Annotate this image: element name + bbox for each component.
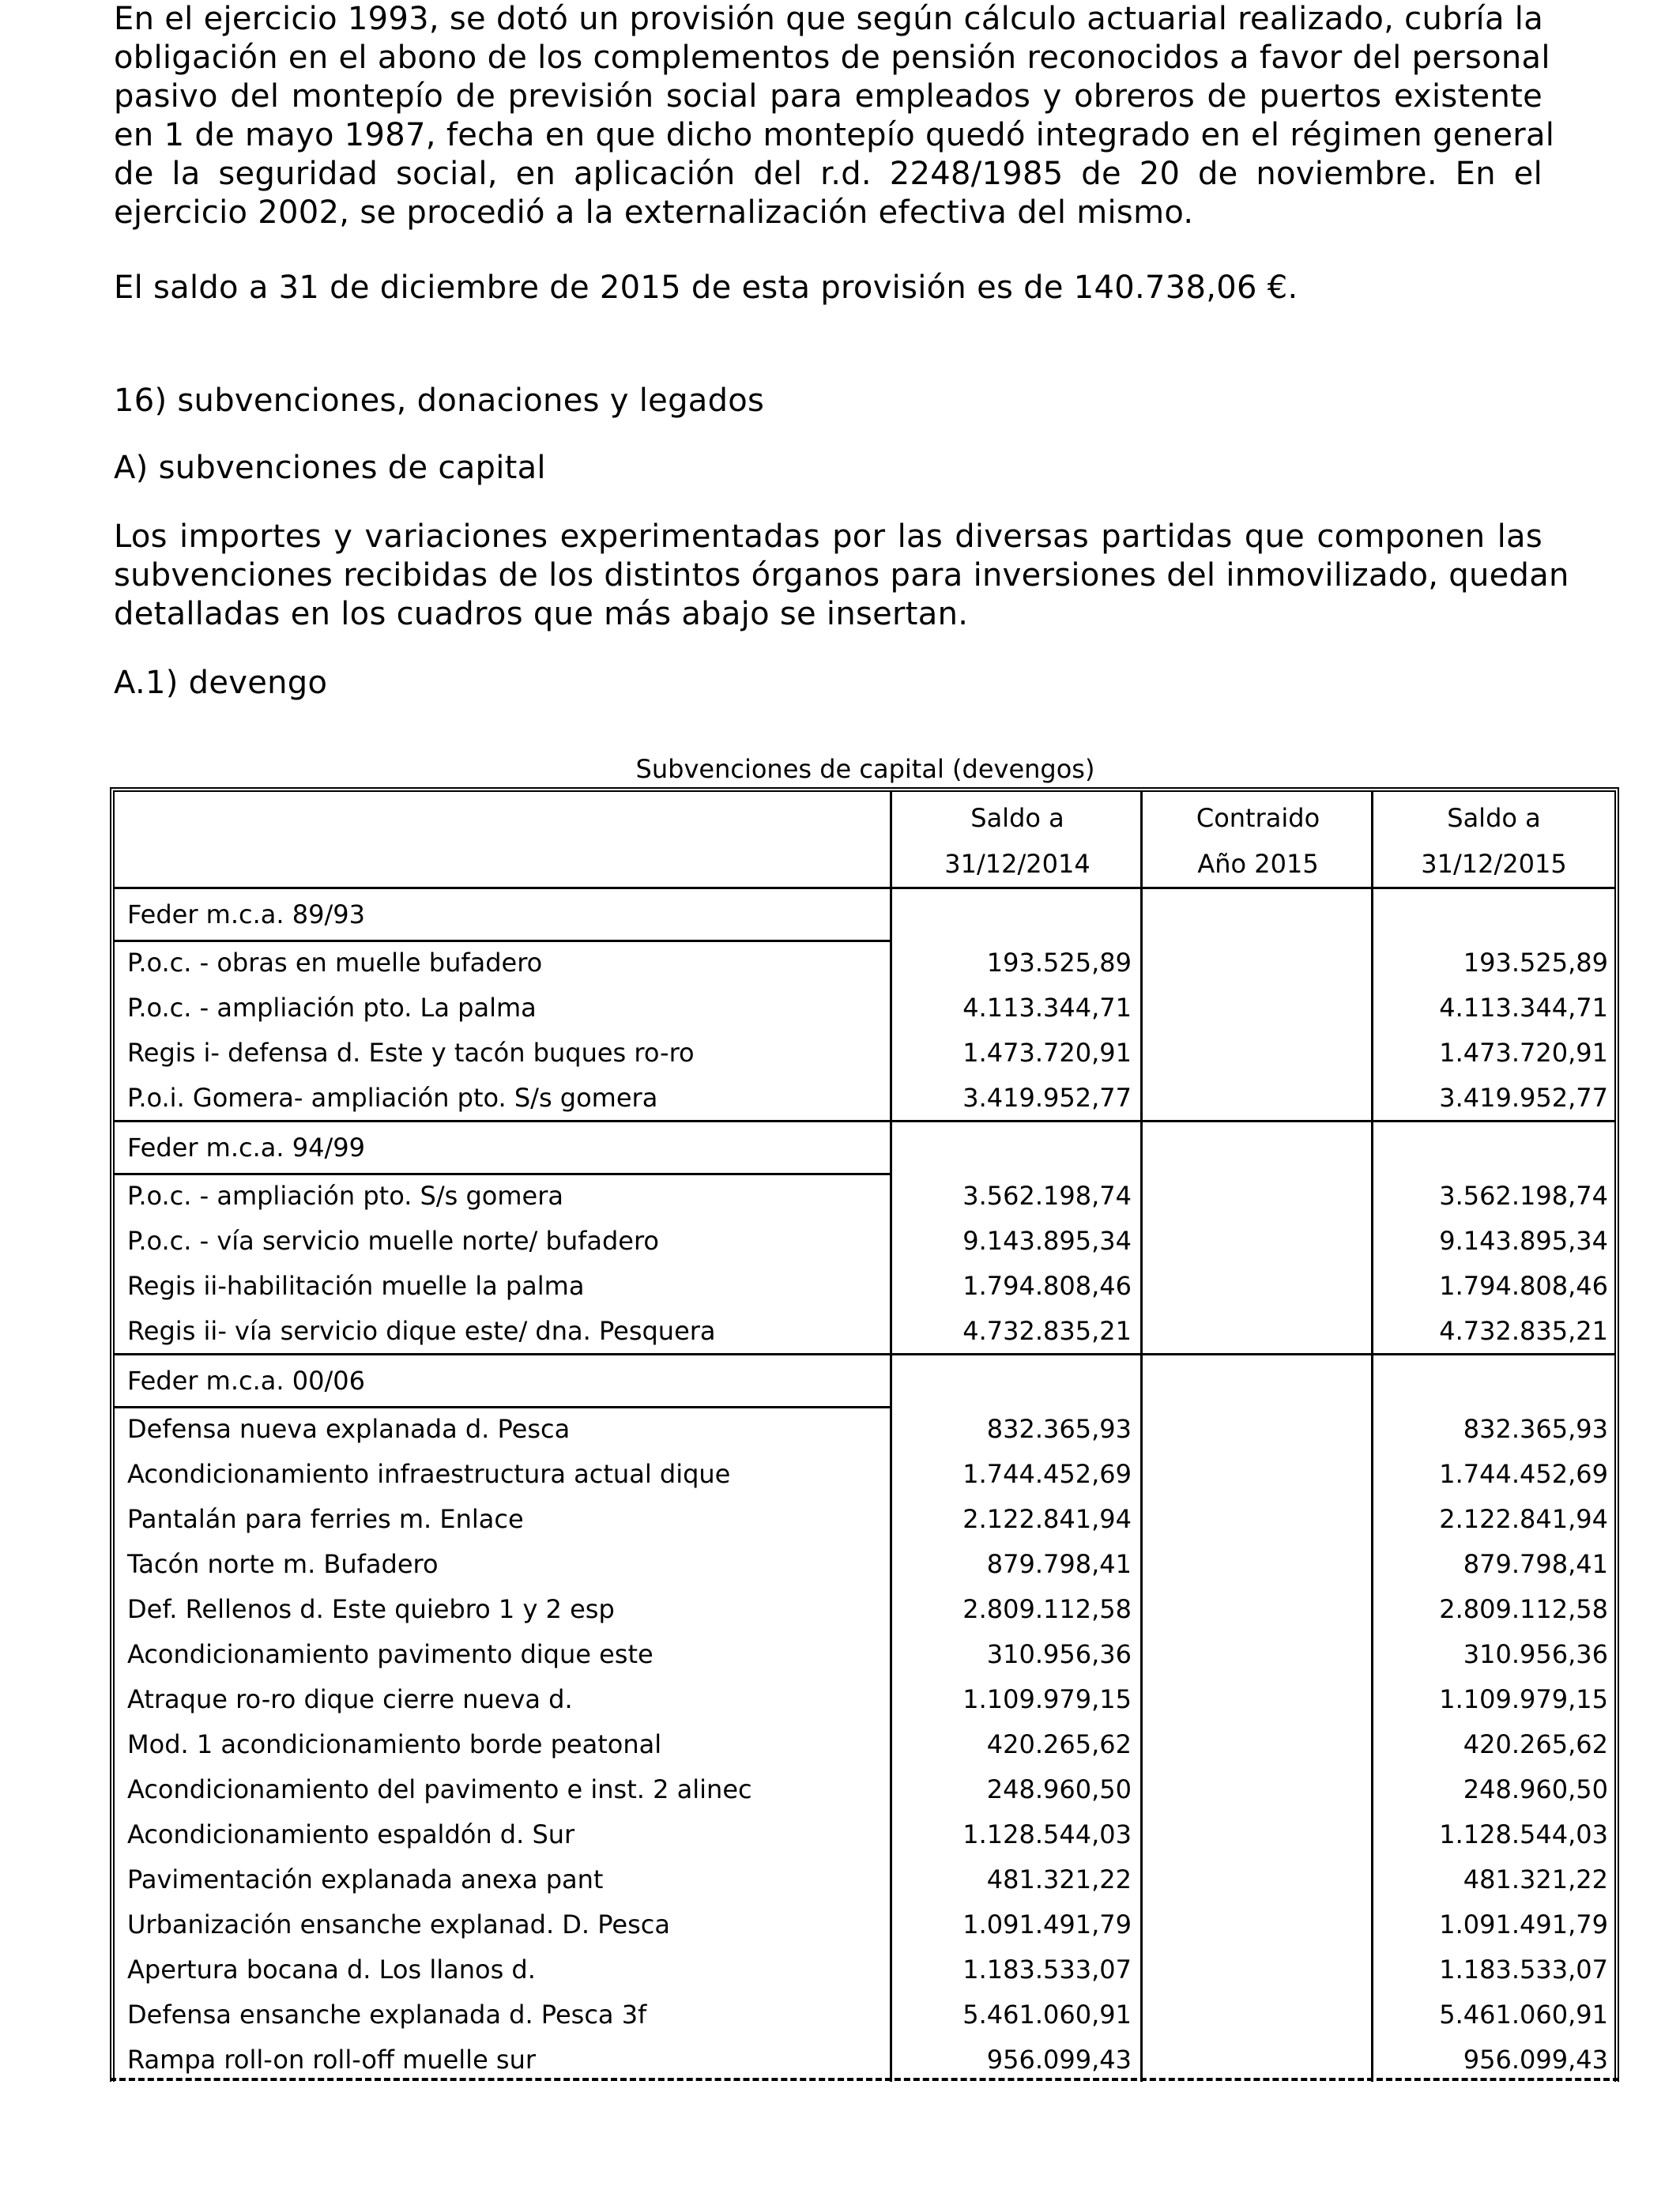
saldo-2015-cell: 193.525,89 <box>1463 947 1608 978</box>
row-label: Rampa roll-on roll-off muelle sur <box>127 2044 537 2075</box>
table-row <box>115 1902 1614 1947</box>
saldo-2014-cell: 2.122.841,94 <box>962 1503 1132 1534</box>
column-divider <box>890 1496 892 1541</box>
intro-line: obligación en el abono de los complementos de pensión reconocidos a favor del personal <box>114 40 1550 76</box>
column-divider <box>1140 1902 1143 1947</box>
column-divider <box>1371 1406 1373 1451</box>
saldo-2014-cell: 1.744.452,69 <box>962 1458 1132 1489</box>
column-divider <box>890 1406 892 1451</box>
column-divider <box>1140 1355 1143 1406</box>
column-divider <box>1371 985 1373 1030</box>
group-header-row <box>115 1122 1614 1173</box>
saldo-statement <box>114 269 1543 307</box>
column-divider <box>1140 1030 1143 1075</box>
column-divider <box>1140 1586 1143 1631</box>
row-label: Apertura bocana d. Los llanos d. <box>127 1954 536 1985</box>
saldo-2015-cell: 1.109.979,15 <box>1439 1683 1608 1714</box>
saldo-2014-cell: 3.562.198,74 <box>962 1180 1132 1211</box>
column-divider <box>1371 1308 1373 1353</box>
subsubsection-title: A.1) devengo <box>114 665 328 701</box>
column-divider <box>1140 1721 1143 1766</box>
saldo-2014-cell: 248.960,50 <box>986 1774 1132 1804</box>
column-divider <box>1371 1496 1373 1541</box>
saldo-2014-cell: 2.809.112,58 <box>962 1593 1132 1624</box>
column-divider <box>1371 2037 1373 2082</box>
row-label: Regis i- defensa d. Este y tacón buques ro-ro <box>127 1037 695 1068</box>
column-divider <box>890 1857 892 1902</box>
table-header-row <box>115 792 1614 889</box>
row-label: P.o.c. - ampliación pto. S/s gomera <box>127 1180 563 1211</box>
row-label: Defensa ensanche explanada d. Pesca 3f <box>127 1999 647 2030</box>
row-label: Defensa nueva explanada d. Pesca <box>127 1413 571 1444</box>
intro-line: en 1 de mayo 1987, fecha en que dicho montepío quedó integrado en el régimen general <box>114 117 1555 153</box>
column-divider <box>890 1218 892 1263</box>
saldo-2014-cell: 4.113.344,71 <box>962 992 1132 1023</box>
column-divider <box>890 1541 892 1586</box>
column-divider <box>890 2037 892 2082</box>
column-divider <box>1140 792 1143 887</box>
intro-line: En el ejercicio 1993, se dotó un provisión que según cálculo actuarial realizado, cubría la <box>114 1 1544 37</box>
saldo-text: El saldo a 31 de diciembre de 2015 de esta provisión es de 140.738,06 €. <box>114 270 1298 306</box>
column-divider <box>890 1355 892 1406</box>
row-label: P.o.c. - obras en muelle bufadero <box>127 947 543 978</box>
column-divider <box>1371 1857 1373 1902</box>
table-row <box>115 1811 1614 1857</box>
saldo-2015-cell: 5.461.060,91 <box>1439 1999 1608 2030</box>
body-line: detalladas en los cuadros que más abajo se insertan. <box>114 596 969 632</box>
column-divider <box>1140 1766 1143 1811</box>
saldo-2015-cell: 248.960,50 <box>1463 1774 1608 1804</box>
column-divider <box>1140 1075 1143 1120</box>
column-divider <box>1371 1122 1373 1173</box>
table-caption: Subvenciones de capital (devengos) <box>635 754 1095 784</box>
table-bottom-border <box>110 2078 1619 2081</box>
column-divider <box>1140 1308 1143 1353</box>
intro-paragraph <box>114 0 1555 232</box>
body-line: subvenciones recibidas de los distintos órganos para inversiones del inmovilizado, quedan <box>114 557 1569 594</box>
saldo-2014-cell: 956.099,43 <box>986 2044 1132 2075</box>
table-row <box>115 1857 1614 1902</box>
table-row <box>115 1308 1614 1355</box>
row-label: Acondicionamiento del pavimento e inst. 2 alinec <box>127 1774 752 1804</box>
saldo-2014-cell: 1.091.491,79 <box>962 1909 1132 1940</box>
table-row <box>115 985 1614 1030</box>
column-divider <box>1140 2037 1143 2082</box>
row-label: Acondicionamiento pavimento dique este <box>127 1638 654 1669</box>
column-divider <box>1371 1451 1373 1496</box>
header-label: Año 2015 <box>1197 849 1319 879</box>
table-row <box>115 1541 1614 1586</box>
saldo-2015-cell: 2.122.841,94 <box>1439 1503 1608 1534</box>
saldo-2015-cell: 4.732.835,21 <box>1439 1315 1608 1346</box>
table-row <box>115 1451 1614 1496</box>
table-row <box>115 1030 1614 1075</box>
column-divider <box>1140 1947 1143 1992</box>
saldo-2015-cell: 1.128.544,03 <box>1439 1819 1608 1849</box>
row-label: Regis ii- vía servicio dique este/ dna. Pesquera <box>127 1315 716 1346</box>
table-row <box>115 1631 1614 1676</box>
column-divider <box>1140 1496 1143 1541</box>
saldo-2015-cell: 481.321,22 <box>1463 1864 1608 1894</box>
row-label: Pavimentación explanada anexa pant <box>127 1864 604 1894</box>
column-divider <box>1371 1992 1373 2037</box>
column-divider <box>1371 1075 1373 1120</box>
header-saldo-2014 <box>892 792 1143 887</box>
row-label: Acondicionamiento infraestructura actual dique <box>127 1458 731 1489</box>
column-divider <box>890 792 892 887</box>
saldo-2014-cell: 310.956,36 <box>986 1638 1132 1669</box>
column-divider <box>1371 792 1373 887</box>
column-divider <box>1140 1541 1143 1586</box>
column-divider <box>1140 1992 1143 2037</box>
column-divider <box>1371 1811 1373 1857</box>
row-label: P.o.c. - vía servicio muelle norte/ bufadero <box>127 1225 659 1256</box>
column-divider <box>890 1947 892 1992</box>
row-label: Urbanización ensanche explanad. D. Pesca <box>127 1909 670 1940</box>
column-divider <box>1140 985 1143 1030</box>
column-divider <box>1140 1173 1143 1218</box>
table-row <box>115 1406 1614 1451</box>
column-divider <box>1371 1631 1373 1676</box>
row-label: Regis ii-habilitación muelle la palma <box>127 1270 585 1301</box>
column-divider <box>890 985 892 1030</box>
row-label: Mod. 1 acondicionamiento borde peatonal <box>127 1728 662 1759</box>
table-row <box>115 1173 1614 1218</box>
group-header-row <box>115 889 1614 940</box>
saldo-2015-cell: 420.265,62 <box>1463 1728 1608 1759</box>
table-body <box>115 889 1614 2082</box>
row-label: Def. Rellenos d. Este quiebro 1 y 2 esp <box>127 1593 615 1624</box>
table-row <box>115 1766 1614 1811</box>
saldo-2014-cell: 1.183.533,07 <box>962 1954 1132 1985</box>
column-divider <box>1140 889 1143 940</box>
saldo-2015-cell: 879.798,41 <box>1463 1548 1608 1579</box>
column-divider <box>890 1992 892 2037</box>
column-divider <box>890 1451 892 1496</box>
column-divider <box>890 1030 892 1075</box>
column-divider <box>890 1766 892 1811</box>
saldo-2014-cell: 832.365,93 <box>986 1413 1132 1444</box>
row-label: Acondicionamiento espaldón d. Sur <box>127 1819 575 1849</box>
grants-table <box>110 787 1619 2082</box>
table-row <box>115 1992 1614 2037</box>
subsection-title: A) subvenciones de capital <box>114 450 546 486</box>
subsubsection-heading <box>114 664 1543 703</box>
header-label: 31/12/2015 <box>1421 849 1567 879</box>
saldo-2015-cell: 310.956,36 <box>1463 1638 1608 1669</box>
column-divider <box>1371 1218 1373 1263</box>
saldo-2015-cell: 956.099,43 <box>1463 2044 1608 2075</box>
column-divider <box>1371 1355 1373 1406</box>
column-divider <box>1140 1631 1143 1676</box>
column-divider <box>1140 1451 1143 1496</box>
table-row <box>115 1263 1614 1308</box>
row-label: Tacón norte m. Bufadero <box>127 1548 439 1579</box>
header-label: Contraido <box>1196 803 1320 833</box>
intro-line: ejercicio 2002, se procedió a la externalización efectiva del mismo. <box>114 194 1194 231</box>
column-divider <box>890 1586 892 1631</box>
column-divider <box>1371 1766 1373 1811</box>
saldo-2014-cell: 5.461.060,91 <box>962 1999 1132 2030</box>
column-divider <box>890 889 892 940</box>
section-title: 16) subvenciones, donaciones y legados <box>114 383 765 419</box>
saldo-2015-cell: 4.113.344,71 <box>1439 992 1608 1023</box>
saldo-2015-cell: 1.744.452,69 <box>1439 1458 1608 1489</box>
column-divider <box>1371 1902 1373 1947</box>
saldo-2014-cell: 481.321,22 <box>986 1864 1132 1894</box>
column-divider <box>890 940 892 985</box>
header-label: 31/12/2014 <box>944 849 1090 879</box>
saldo-2015-cell: 832.365,93 <box>1463 1413 1608 1444</box>
saldo-2015-cell: 1.183.533,07 <box>1439 1954 1608 1985</box>
row-label: P.o.c. - ampliación pto. La palma <box>127 992 537 1023</box>
body-line: Los importes y variaciones experimentadas por las diversas partidas que componen las <box>114 518 1543 555</box>
table-row <box>115 1721 1614 1766</box>
column-divider <box>1140 1676 1143 1721</box>
column-divider <box>1371 889 1373 940</box>
saldo-2014-cell: 193.525,89 <box>986 947 1132 978</box>
column-divider <box>1140 1218 1143 1263</box>
saldo-2014-cell: 9.143.895,34 <box>962 1225 1132 1256</box>
header-label: Saldo a <box>970 803 1064 833</box>
saldo-2014-cell: 3.419.952,77 <box>962 1082 1132 1113</box>
saldo-2014-cell: 1.128.544,03 <box>962 1819 1132 1849</box>
column-divider <box>890 1122 892 1173</box>
table-row <box>115 1218 1614 1263</box>
column-divider <box>1371 1586 1373 1631</box>
table-row <box>115 1586 1614 1631</box>
section-heading <box>114 382 1543 420</box>
column-divider <box>890 1308 892 1353</box>
saldo-2014-cell: 1.794.808,46 <box>962 1270 1132 1301</box>
header-label: Saldo a <box>1447 803 1541 833</box>
saldo-2015-cell: 9.143.895,34 <box>1439 1225 1608 1256</box>
row-label: Pantalán para ferries m. Enlace <box>127 1503 524 1534</box>
header-contraido <box>1143 792 1373 887</box>
column-divider <box>1371 1947 1373 1992</box>
intro-line: pasivo del montepío de previsión social para empleados y obreros de puertos existente <box>114 78 1543 115</box>
saldo-2015-cell: 1.794.808,46 <box>1439 1270 1608 1301</box>
intro-line: de la seguridad social, en aplicación del r.d. 2248/1985 de 20 de noviembre. En el <box>114 156 1543 192</box>
subsection-heading <box>114 449 1543 488</box>
table-row <box>115 1676 1614 1721</box>
saldo-2015-cell: 3.562.198,74 <box>1439 1180 1608 1211</box>
column-divider <box>890 1263 892 1308</box>
row-label: P.o.i. Gomera- ampliación pto. S/s gomera <box>127 1082 658 1113</box>
column-divider <box>890 1676 892 1721</box>
column-divider <box>890 1631 892 1676</box>
table-row <box>115 1496 1614 1541</box>
column-divider <box>1140 1406 1143 1451</box>
column-divider <box>1371 1541 1373 1586</box>
table-row <box>115 2037 1614 2082</box>
table-row <box>115 1947 1614 1992</box>
column-divider <box>890 1902 892 1947</box>
group-name: Feder m.c.a. 89/93 <box>127 899 365 929</box>
group-name: Feder m.c.a. 00/06 <box>127 1366 365 1396</box>
column-divider <box>1371 1030 1373 1075</box>
column-divider <box>890 1075 892 1120</box>
column-divider <box>1140 940 1143 985</box>
saldo-2014-cell: 879.798,41 <box>986 1548 1132 1579</box>
row-label: Atraque ro-ro dique cierre nueva d. <box>127 1683 573 1714</box>
saldo-2014-cell: 1.109.979,15 <box>962 1683 1132 1714</box>
column-divider <box>1371 940 1373 985</box>
table-row <box>115 1075 1614 1122</box>
saldo-2015-cell: 1.091.491,79 <box>1439 1909 1608 1940</box>
column-divider <box>1371 1263 1373 1308</box>
column-divider <box>1371 1676 1373 1721</box>
saldo-2014-cell: 1.473.720,91 <box>962 1037 1132 1068</box>
saldo-2015-cell: 1.473.720,91 <box>1439 1037 1608 1068</box>
group-name: Feder m.c.a. 94/99 <box>127 1133 365 1163</box>
body-paragraph <box>114 518 1569 634</box>
table-row <box>115 940 1614 985</box>
column-divider <box>1371 1173 1373 1218</box>
saldo-2015-cell: 3.419.952,77 <box>1439 1082 1608 1113</box>
column-divider <box>1140 1811 1143 1857</box>
saldo-2014-cell: 4.732.835,21 <box>962 1315 1132 1346</box>
column-divider <box>1140 1122 1143 1173</box>
column-divider <box>890 1173 892 1218</box>
column-divider <box>890 1721 892 1766</box>
column-divider <box>1140 1857 1143 1902</box>
column-divider <box>890 1811 892 1857</box>
header-saldo-2015 <box>1373 792 1614 887</box>
column-divider <box>1371 1721 1373 1766</box>
column-divider <box>1140 1263 1143 1308</box>
saldo-2014-cell: 420.265,62 <box>986 1728 1132 1759</box>
group-header-row <box>115 1355 1614 1406</box>
saldo-2015-cell: 2.809.112,58 <box>1439 1593 1608 1624</box>
